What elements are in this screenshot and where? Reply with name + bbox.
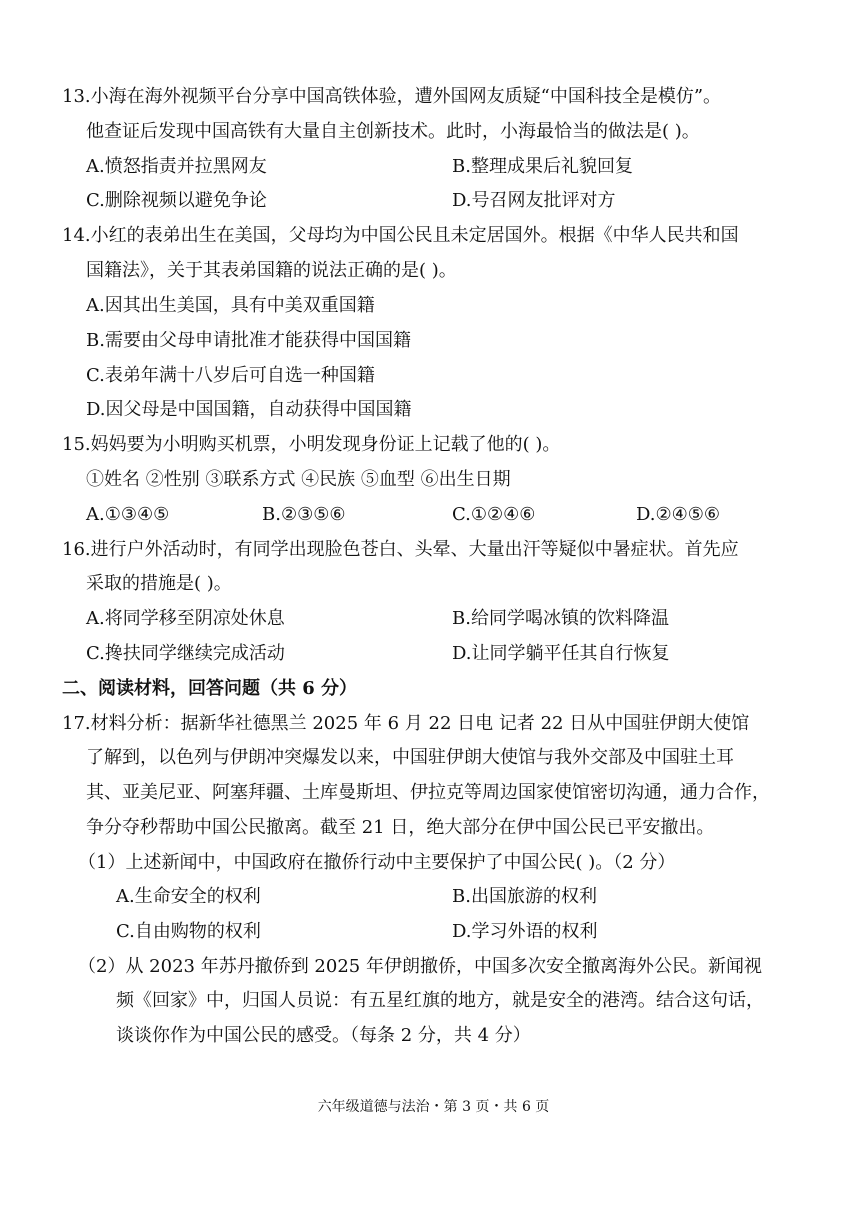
q17-material-line2: 了解到，以色列与伊朗冲突爆发以来，中国驻伊朗大使馆与我外交部及中国驻土耳 bbox=[86, 747, 734, 768]
q14-stem-line1: 14.小红的表弟出生在美国，父母均为中国公民且未定居国外。根据《中华人民共和国 bbox=[62, 225, 739, 246]
q15-option-b: B.②③⑤⑥ bbox=[262, 504, 346, 525]
q13-option-c: C.删除视频以避免争论 bbox=[86, 190, 267, 211]
q17-sub1-stem: （1）上述新闻中，中国政府在撤侨行动中主要保护了中国公民( )。（2 分） bbox=[78, 852, 676, 873]
q16-stem-line1: 16.进行户外活动时，有同学出现脸色苍白、头晕、大量出汗等疑似中暑症状。首先应 bbox=[62, 539, 739, 560]
q17-sub2-line2: 频《回家》中，归国人员说：有五星红旗的地方，就是安全的港湾。结合这句话， bbox=[116, 990, 764, 1011]
q17-sub2-line1: （2）从 2023 年苏丹撤侨到 2025 年伊朗撤侨，中国多次安全撤离海外公民。新闻视 bbox=[78, 956, 762, 977]
q13-option-b: B.整理成果后礼貌回复 bbox=[452, 156, 633, 177]
q14-option-c: C.表弟年满十八岁后可自选一种国籍 bbox=[86, 365, 375, 386]
q16-option-d: D.让同学躺平任其自行恢复 bbox=[452, 643, 670, 664]
q16-option-b: B.给同学喝冰镇的饮料降温 bbox=[452, 608, 669, 629]
q15-stem: 15.妈妈要为小明购买机票，小明发现身份证上记载了他的( )。 bbox=[62, 434, 561, 455]
q15-option-c: C.①②④⑥ bbox=[452, 504, 536, 525]
q17-material-line1: 17.材料分析：据新华社德黑兰 2025 年 6 月 22 日电 记者 22 日从中国驻伊朗大使馆 bbox=[62, 713, 750, 734]
q13-stem-line1: 13.小海在海外视频平台分享中国高铁体验，遭外国网友质疑“中国科技全是模仿”。 bbox=[62, 86, 722, 107]
q13-stem-line2: 他查证后发现中国高铁有大量自主创新技术。此时，小海最恰当的做法是( )。 bbox=[86, 121, 700, 142]
q16-stem-line2: 采取的措施是( )。 bbox=[86, 573, 232, 594]
q15-items: ①姓名 ②性别 ③联系方式 ④民族 ⑤血型 ⑥出生日期 bbox=[86, 469, 511, 490]
q14-stem-line2: 国籍法》，关于其表弟国籍的说法正确的是( )。 bbox=[86, 260, 457, 281]
q13-option-a: A.愤怒指责并拉黑网友 bbox=[86, 156, 267, 177]
q17-sub2-line3: 谈谈你作为中国公民的感受。（每条 2 分，共 4 分） bbox=[116, 1025, 531, 1046]
q17-sub1-option-a: A.生命安全的权利 bbox=[116, 886, 261, 907]
q17-sub1-option-b: B.出国旅游的权利 bbox=[452, 886, 597, 907]
page-footer: 六年级道德与法治・第 3 页・共 6 页 bbox=[317, 1099, 550, 1115]
q15-option-d: D.②④⑤⑥ bbox=[636, 504, 721, 525]
q14-option-d: D.因父母是中国国籍，自动获得中国国籍 bbox=[86, 399, 412, 420]
q17-material-line3: 其、亚美尼亚、阿塞拜疆、土库曼斯坦、伊拉克等周边国家使馆密切沟通，通力合作， bbox=[86, 782, 770, 803]
q17-sub1-option-d: D.学习外语的权利 bbox=[452, 921, 598, 942]
q17-material-line4: 争分夺秒帮助中国公民撤离。截至 21 日，绝大部分在伊中国公民已平安撤出。 bbox=[86, 817, 715, 838]
q14-option-b: B.需要由父母申请批准才能获得中国国籍 bbox=[86, 330, 411, 351]
q14-option-a: A.因其出生美国，具有中美双重国籍 bbox=[86, 295, 375, 316]
q13-option-d: D.号召网友批评对方 bbox=[452, 190, 616, 211]
q17-sub1-option-c: C.自由购物的权利 bbox=[116, 921, 261, 942]
section-heading: 二、阅读材料，回答问题（共 6 分） bbox=[62, 678, 358, 699]
q16-option-a: A.将同学移至阴凉处休息 bbox=[86, 608, 285, 629]
q15-option-a: A.①③④⑤ bbox=[86, 504, 170, 525]
q16-option-c: C.搀扶同学继续完成活动 bbox=[86, 643, 285, 664]
